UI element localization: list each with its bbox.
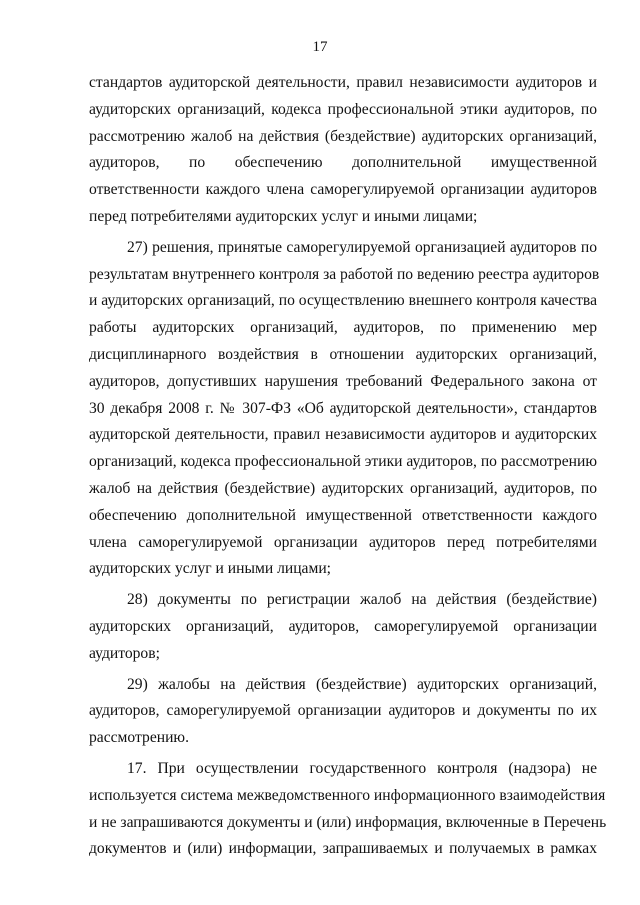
text-line: и аудиторских организаций, по осуществлению внешнего контроля качества xyxy=(89,292,597,310)
text-line: аудиторов, допустивших нарушения требований Федерального закона от xyxy=(89,372,597,390)
text-line: перед потребителями аудиторских услуг и иными лицами; xyxy=(89,207,478,225)
text-line: аудиторских организаций, аудиторов, саморегулируемой организации xyxy=(89,617,597,635)
text-line: 30 декабря 2008 г. № 307-ФЗ «Об аудиторской деятельности», стандартов xyxy=(89,399,597,417)
text-line: документов и (или) информации, запрашиваемых и получаемых в рамках xyxy=(89,840,597,858)
text-line: аудиторов; xyxy=(89,644,160,662)
text-line: жалоб на действия (бездействие) аудиторских организаций, аудиторов, по xyxy=(89,479,597,497)
text-line: стандартов аудиторской деятельности, правил независимости аудиторов и xyxy=(89,74,597,91)
text-line: рассмотрению жалоб на действия (бездействие) аудиторских организаций, xyxy=(89,127,597,145)
text-line: работы аудиторских организаций, аудиторов, по применению мер xyxy=(89,319,597,337)
text-line: 27) решения, принятые саморегулируемой организацией аудиторов по xyxy=(127,238,597,256)
text-line: используется система межведомственного информационного взаимодействия xyxy=(89,786,606,804)
text-line: аудиторских организаций, кодекса профессиональной этики аудиторов, по xyxy=(89,100,597,118)
text-line: и не запрашиваются документы и (или) информация, включенные в Перечень xyxy=(89,813,607,831)
page-number: 17 xyxy=(312,39,328,55)
text-line: рассмотрению. xyxy=(89,729,189,747)
list-item-28 xyxy=(89,587,597,667)
text-line: организаций, кодекса профессиональной этики аудиторов, по рассмотрению xyxy=(89,453,597,471)
document-body xyxy=(89,70,607,863)
list-item-29 xyxy=(89,672,597,752)
text-line: результатам внутреннего контроля за работой по ведению реестра аудиторов xyxy=(89,265,600,283)
text-line: аудиторских услуг и иными лицами; xyxy=(89,560,332,578)
text-line: аудиторской деятельности, правил независимости аудиторов и аудиторских xyxy=(89,426,597,444)
text-line: аудиторов, по обеспечению дополнительной имущественной xyxy=(89,154,597,172)
text-line: обеспечению дополнительной имущественной ответственности каждого xyxy=(89,506,597,524)
text-line: дисциплинарного воздействия в отношении аудиторских организаций, xyxy=(89,345,597,363)
text-line: аудиторов, саморегулируемой организации аудиторов и документы по их xyxy=(89,702,597,720)
list-item-27 xyxy=(89,235,600,583)
section-17 xyxy=(89,756,607,863)
text-line: 28) документы по регистрации жалоб на действия (бездействие) xyxy=(127,591,597,609)
text-line: 29) жалобы на действия (бездействие) аудиторских организаций, xyxy=(127,675,597,693)
text-line: 17. При осуществлении государственного контроля (надзора) не xyxy=(127,759,597,777)
text-line: ответственности каждого члена саморегулируемой организации аудиторов xyxy=(89,181,597,199)
paragraph-continuation xyxy=(89,70,597,231)
text-line: члена саморегулируемой организации аудиторов перед потребителями xyxy=(89,533,597,551)
